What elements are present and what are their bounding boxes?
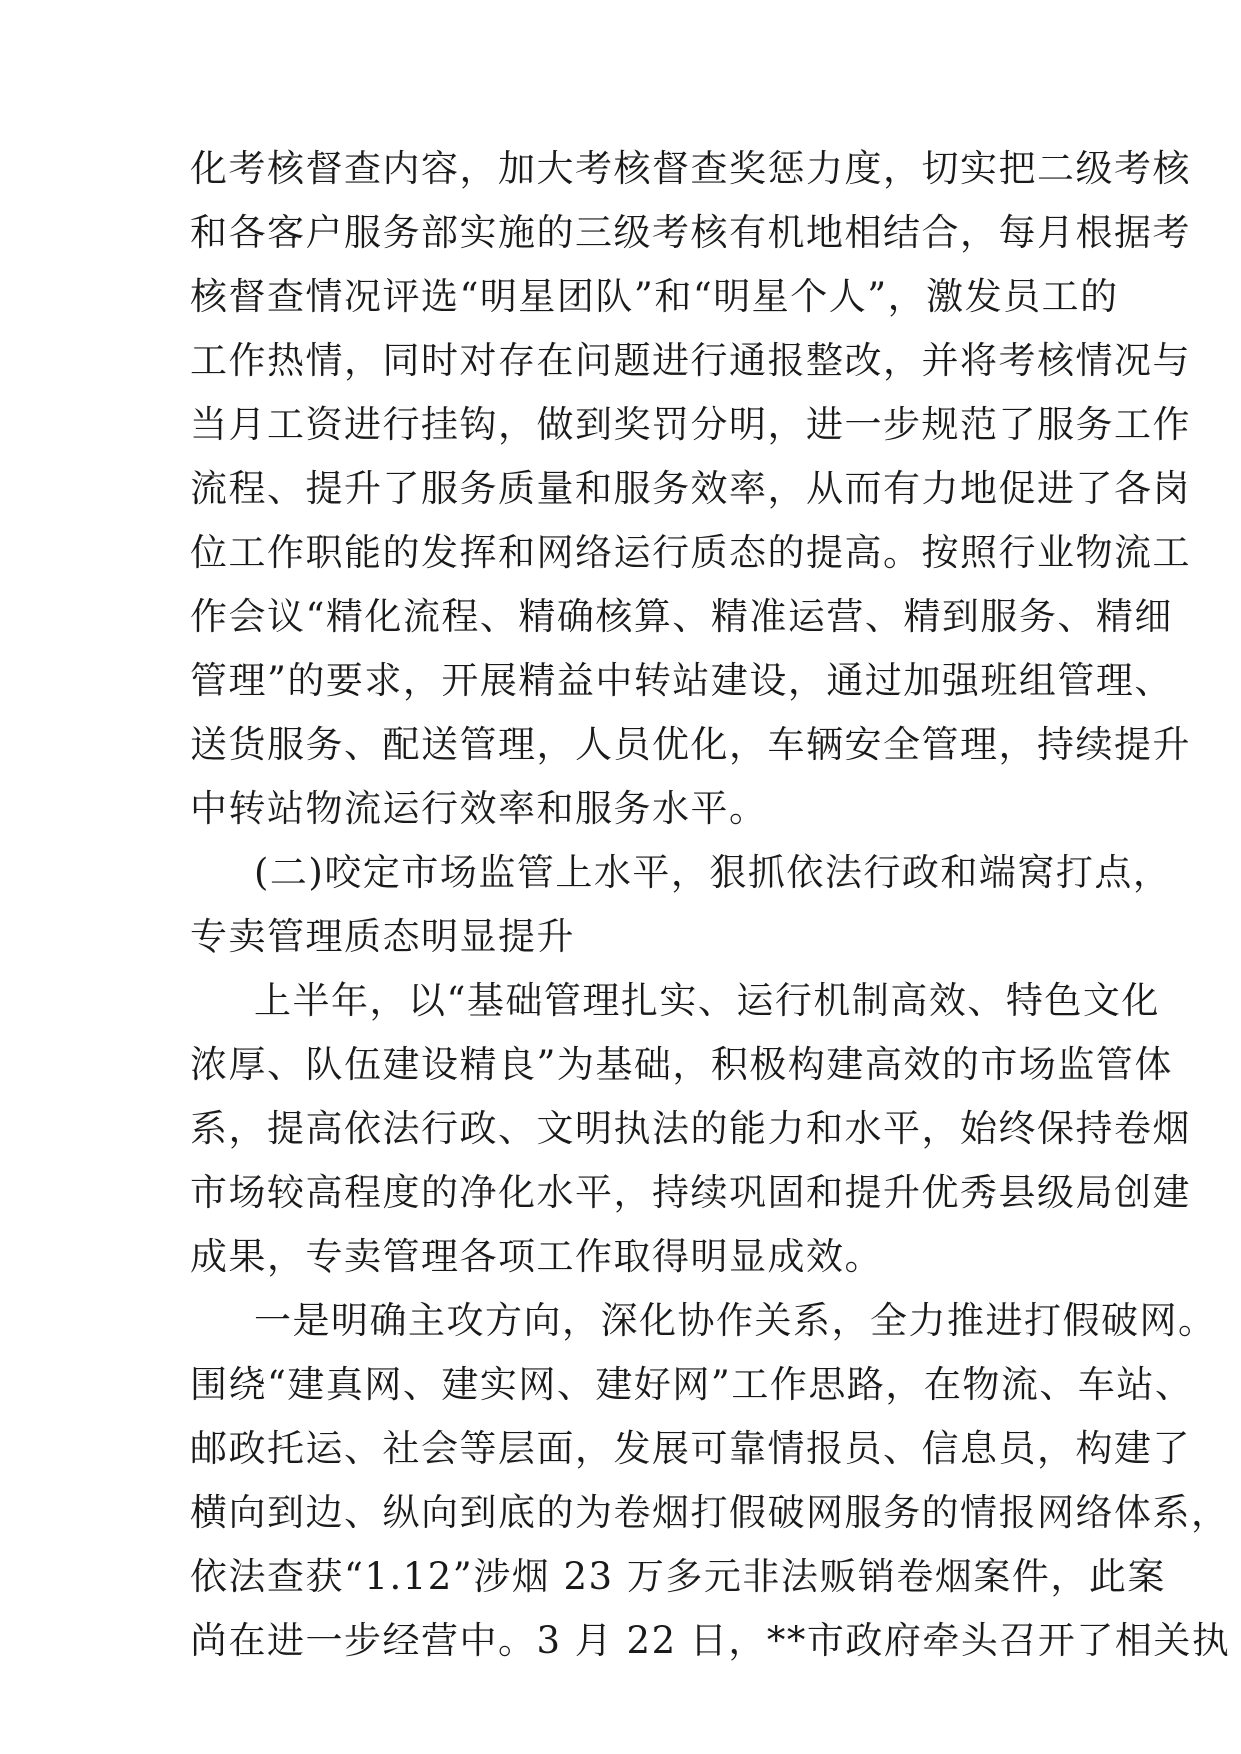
text-line: 流程、提升了服务质量和服务效率，从而有力地促进了各岗 [190,467,1191,510]
section-heading-line: (二)咬定市场监管上水平，狠抓依法行政和端窝打点， [254,851,1172,894]
text-line: 围绕“建真网、建实网、建好网”工作思路，在物流、车站、 [190,1363,1194,1406]
text-line: 横向到边、纵向到底的为卷烟打假破网服务的情报网络体系， [190,1491,1230,1534]
text-line: 上半年，以“基础管理扎实、运行机制高效、特色文化 [254,979,1160,1022]
text-line: 送货服务、配送管理，人员优化，车辆安全管理，持续提升 [190,723,1191,766]
text-line: 化考核督查内容，加大考核督查奖惩力度，切实把二级考核 [190,147,1191,190]
text-line: 系，提高依法行政、文明执法的能力和水平，始终保持卷烟 [190,1107,1191,1150]
text-line: 作会议“精化流程、精确核算、精准运营、精到服务、精细 [190,595,1173,638]
text-line: 管理”的要求，开展精益中转站建设，通过加强班组管理、 [190,659,1173,702]
section-heading-line: 专卖管理质态明显提升 [190,915,575,958]
text-line: 尚在进一步经营中。3 月 22 日，**市政府牵头召开了相关执 [190,1619,1231,1662]
text-line: 一是明确主攻方向，深化协作关系，全力推进打假破网。 [254,1299,1217,1342]
text-line: 工作热情，同时对存在问题进行通报整改，并将考核情况与 [190,339,1191,382]
text-line: 浓厚、队伍建设精良”为基础，积极构建高效的市场监管体 [190,1043,1173,1086]
text-line: 中转站物流运行效率和服务水平。 [190,787,768,830]
text-line: 和各客户服务部实施的三级考核有机地相结合，每月根据考 [190,211,1191,254]
text-line: 位工作职能的发挥和网络运行质态的提高。按照行业物流工 [190,531,1191,574]
text-line: 成果，专卖管理各项工作取得明显成效。 [190,1235,883,1278]
text-line: 当月工资进行挂钩，做到奖罚分明，进一步规范了服务工作 [190,403,1191,446]
text-line: 市场较高程度的净化水平，持续巩固和提升优秀县级局创建 [190,1171,1191,1214]
text-line: 核督查情况评选“明星团队”和“明星个人”，激发员工的 [190,275,1119,318]
text-line: 依法查获“1.12”涉烟 23 万多元非法贩销卷烟案件，此案 [190,1555,1166,1598]
text-line: 邮政托运、社会等层面，发展可靠情报员、信息员，构建了 [190,1427,1191,1470]
